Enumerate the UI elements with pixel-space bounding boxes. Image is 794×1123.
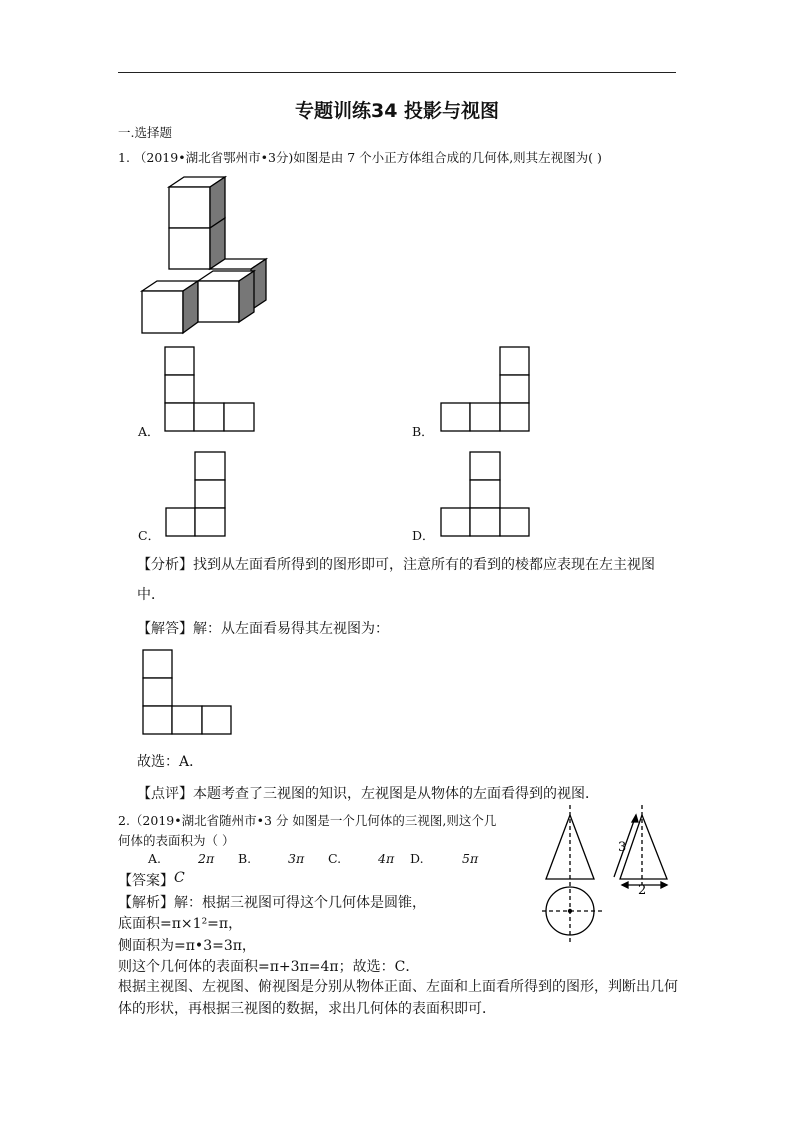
q2-slant-label: 3 (618, 840, 627, 855)
section-label: 一.选择题 (118, 125, 172, 140)
q1-option-d-figure (440, 451, 532, 537)
q2-analysis-line6: 体的形状，再根据三视图的数据，求出几何体的表面积即可． (118, 1001, 496, 1017)
q2-option-b-letter: B. (238, 851, 252, 866)
q2-option-c-value: 4π (378, 851, 395, 866)
header-rule (118, 72, 676, 73)
q1-solution: 【解答】解：从左面看易得其左视图为： (137, 621, 389, 637)
q1-comment: 【点评】本题考查了三视图的知识，左视图是从物体的左面看得到的视图． (137, 786, 599, 802)
q1-analysis-line2: 中． (137, 587, 165, 603)
q1-analysis-line1: 【分析】找到从左面看所得到的图形即可，注意所有的看到的棱都应表现在左主视图 (137, 557, 655, 573)
q1-solution-figure (142, 649, 234, 735)
q2-option-b-value: 3π (288, 851, 305, 866)
q2-analysis-line1: 【解析】解：根据三视图可得这个几何体是圆锥， (118, 895, 426, 911)
q1-choice: 故选：A． (137, 754, 204, 770)
q2-answer-tag: 【答案】 (118, 873, 174, 889)
q2-analysis-line3: 侧面积为=π•3=3π， (118, 938, 256, 954)
q2-three-view-figure (540, 805, 690, 950)
q2-stem-line2: 何体的表面积为（ ） (118, 833, 235, 848)
q1-stem: 1. （2019•湖北省鄂州市•3分)如图是由 7 个小正方体组合成的几何体,则其左视图为( ) (118, 150, 602, 165)
q1-option-d-label: D． (412, 528, 435, 543)
q2-base-label: 2 (638, 883, 647, 898)
page-title: 专题训练34 投影与视图 (294, 100, 500, 122)
q2-option-a-value: 2π (198, 851, 215, 866)
q2-analysis-line4: 则这个几何体的表面积=π+3π=4π；故选：C． (118, 959, 420, 975)
q1-option-c-label: C． (138, 528, 161, 543)
q1-option-a-label: A． (138, 424, 160, 439)
q2-option-d-value: 5π (462, 851, 479, 866)
q2-analysis-line2: 底面积=π×1²=π， (118, 916, 243, 932)
q1-solid-figure (138, 170, 273, 335)
q2-answer-value: C (174, 870, 185, 886)
q2-option-c-letter: C. (328, 851, 342, 866)
q2-option-d-letter: D. (410, 851, 424, 866)
q1-option-b-label: B． (412, 424, 434, 439)
q1-option-a-figure (164, 346, 256, 432)
q2-analysis-line5: 根据主视图、左视图、俯视图是分别从物体正面、左面和上面看所得到的图形，判断出几何 (118, 979, 678, 995)
q2-option-a-letter: A. (148, 851, 162, 866)
q1-option-b-figure (440, 346, 532, 432)
q2-stem-line1: 2.（2019•湖北省随州市•3 分 如图是一个几何体的三视图,则这个几 (118, 813, 497, 828)
q1-option-c-figure (165, 451, 227, 537)
